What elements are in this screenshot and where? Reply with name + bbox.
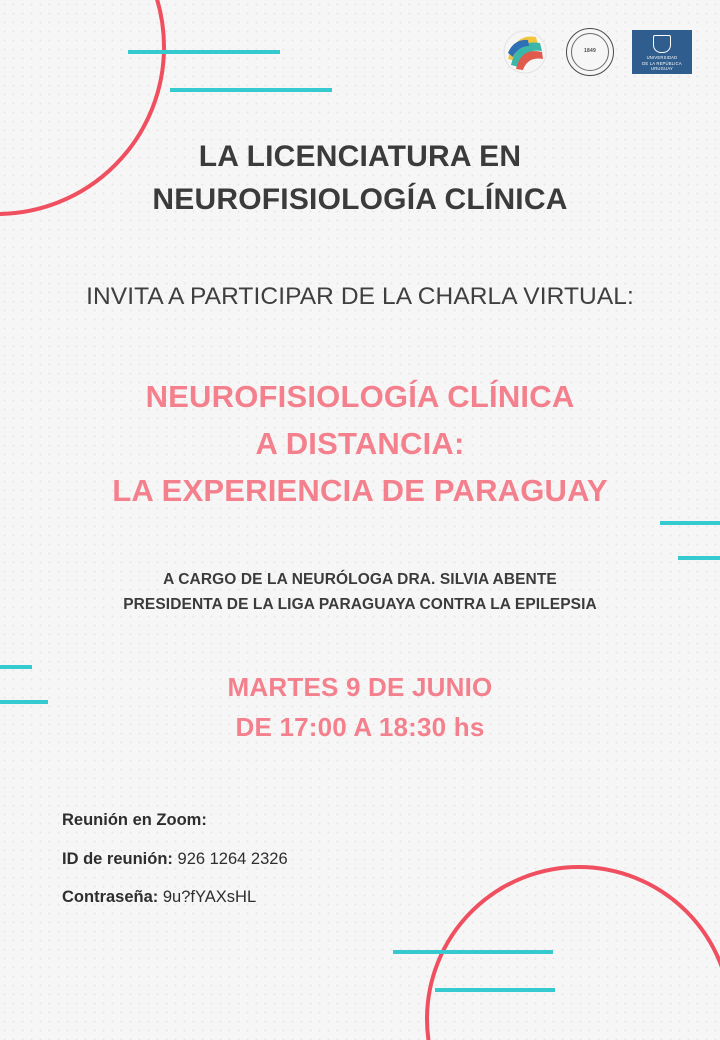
zoom-meeting-id-row xyxy=(62,851,288,868)
udelar-logo-line2: DE LA REPÚBLICA xyxy=(642,60,682,66)
udelar-logo-line3: URUGUAY xyxy=(650,65,674,71)
zoom-meeting-id-value: 926 1264 2326 xyxy=(177,849,288,868)
speaker-line-1: A CARGO DE LA NEURÓLOGA DRA. SILVIA ABENTE xyxy=(163,570,557,588)
udelar-logo-line1: UNIVERSIDAD xyxy=(646,55,678,61)
zoom-heading-label: Reunión en Zoom: xyxy=(62,811,207,829)
talk-title-line-1: NEUROFISIOLOGÍA CLÍNICA xyxy=(145,379,575,415)
title-line-1: LA LICENCIATURA EN xyxy=(198,140,522,173)
speaker-line-2: PRESIDENTA DE LA LIGA PARAGUAYA CONTRA LA EPILEPSIA xyxy=(123,595,597,613)
talk-title-line-2: A DISTANCIA: xyxy=(255,426,465,462)
zoom-meeting-id-label: ID de reunión: xyxy=(62,849,173,868)
speaker-info xyxy=(0,567,720,617)
udelar-seal-text: 1849 xyxy=(584,48,596,55)
talk-title xyxy=(0,373,720,514)
talk-title-line-3: LA EXPERIENCIA DE PARAGUAY xyxy=(112,473,608,509)
zoom-details xyxy=(62,812,288,928)
event-datetime xyxy=(0,667,720,748)
decorative-bar-7 xyxy=(393,950,553,954)
zoom-password-label: Contraseña: xyxy=(62,888,159,906)
event-time: DE 17:00 A 18:30 hs xyxy=(235,712,485,743)
zoom-heading xyxy=(62,812,288,829)
zoom-password-value: 9u?fYAXsHL xyxy=(162,888,257,906)
zoom-password-row xyxy=(62,889,288,906)
event-date: MARTES 9 DE JUNIO xyxy=(227,671,493,702)
title-line-2: NEUROFISIOLOGÍA CLÍNICA xyxy=(152,182,568,216)
page-title xyxy=(0,136,720,221)
decorative-bar-8 xyxy=(435,988,555,992)
invitation-text: INVITA A PARTICIPAR DE LA CHARLA VIRTUAL: xyxy=(86,283,634,311)
